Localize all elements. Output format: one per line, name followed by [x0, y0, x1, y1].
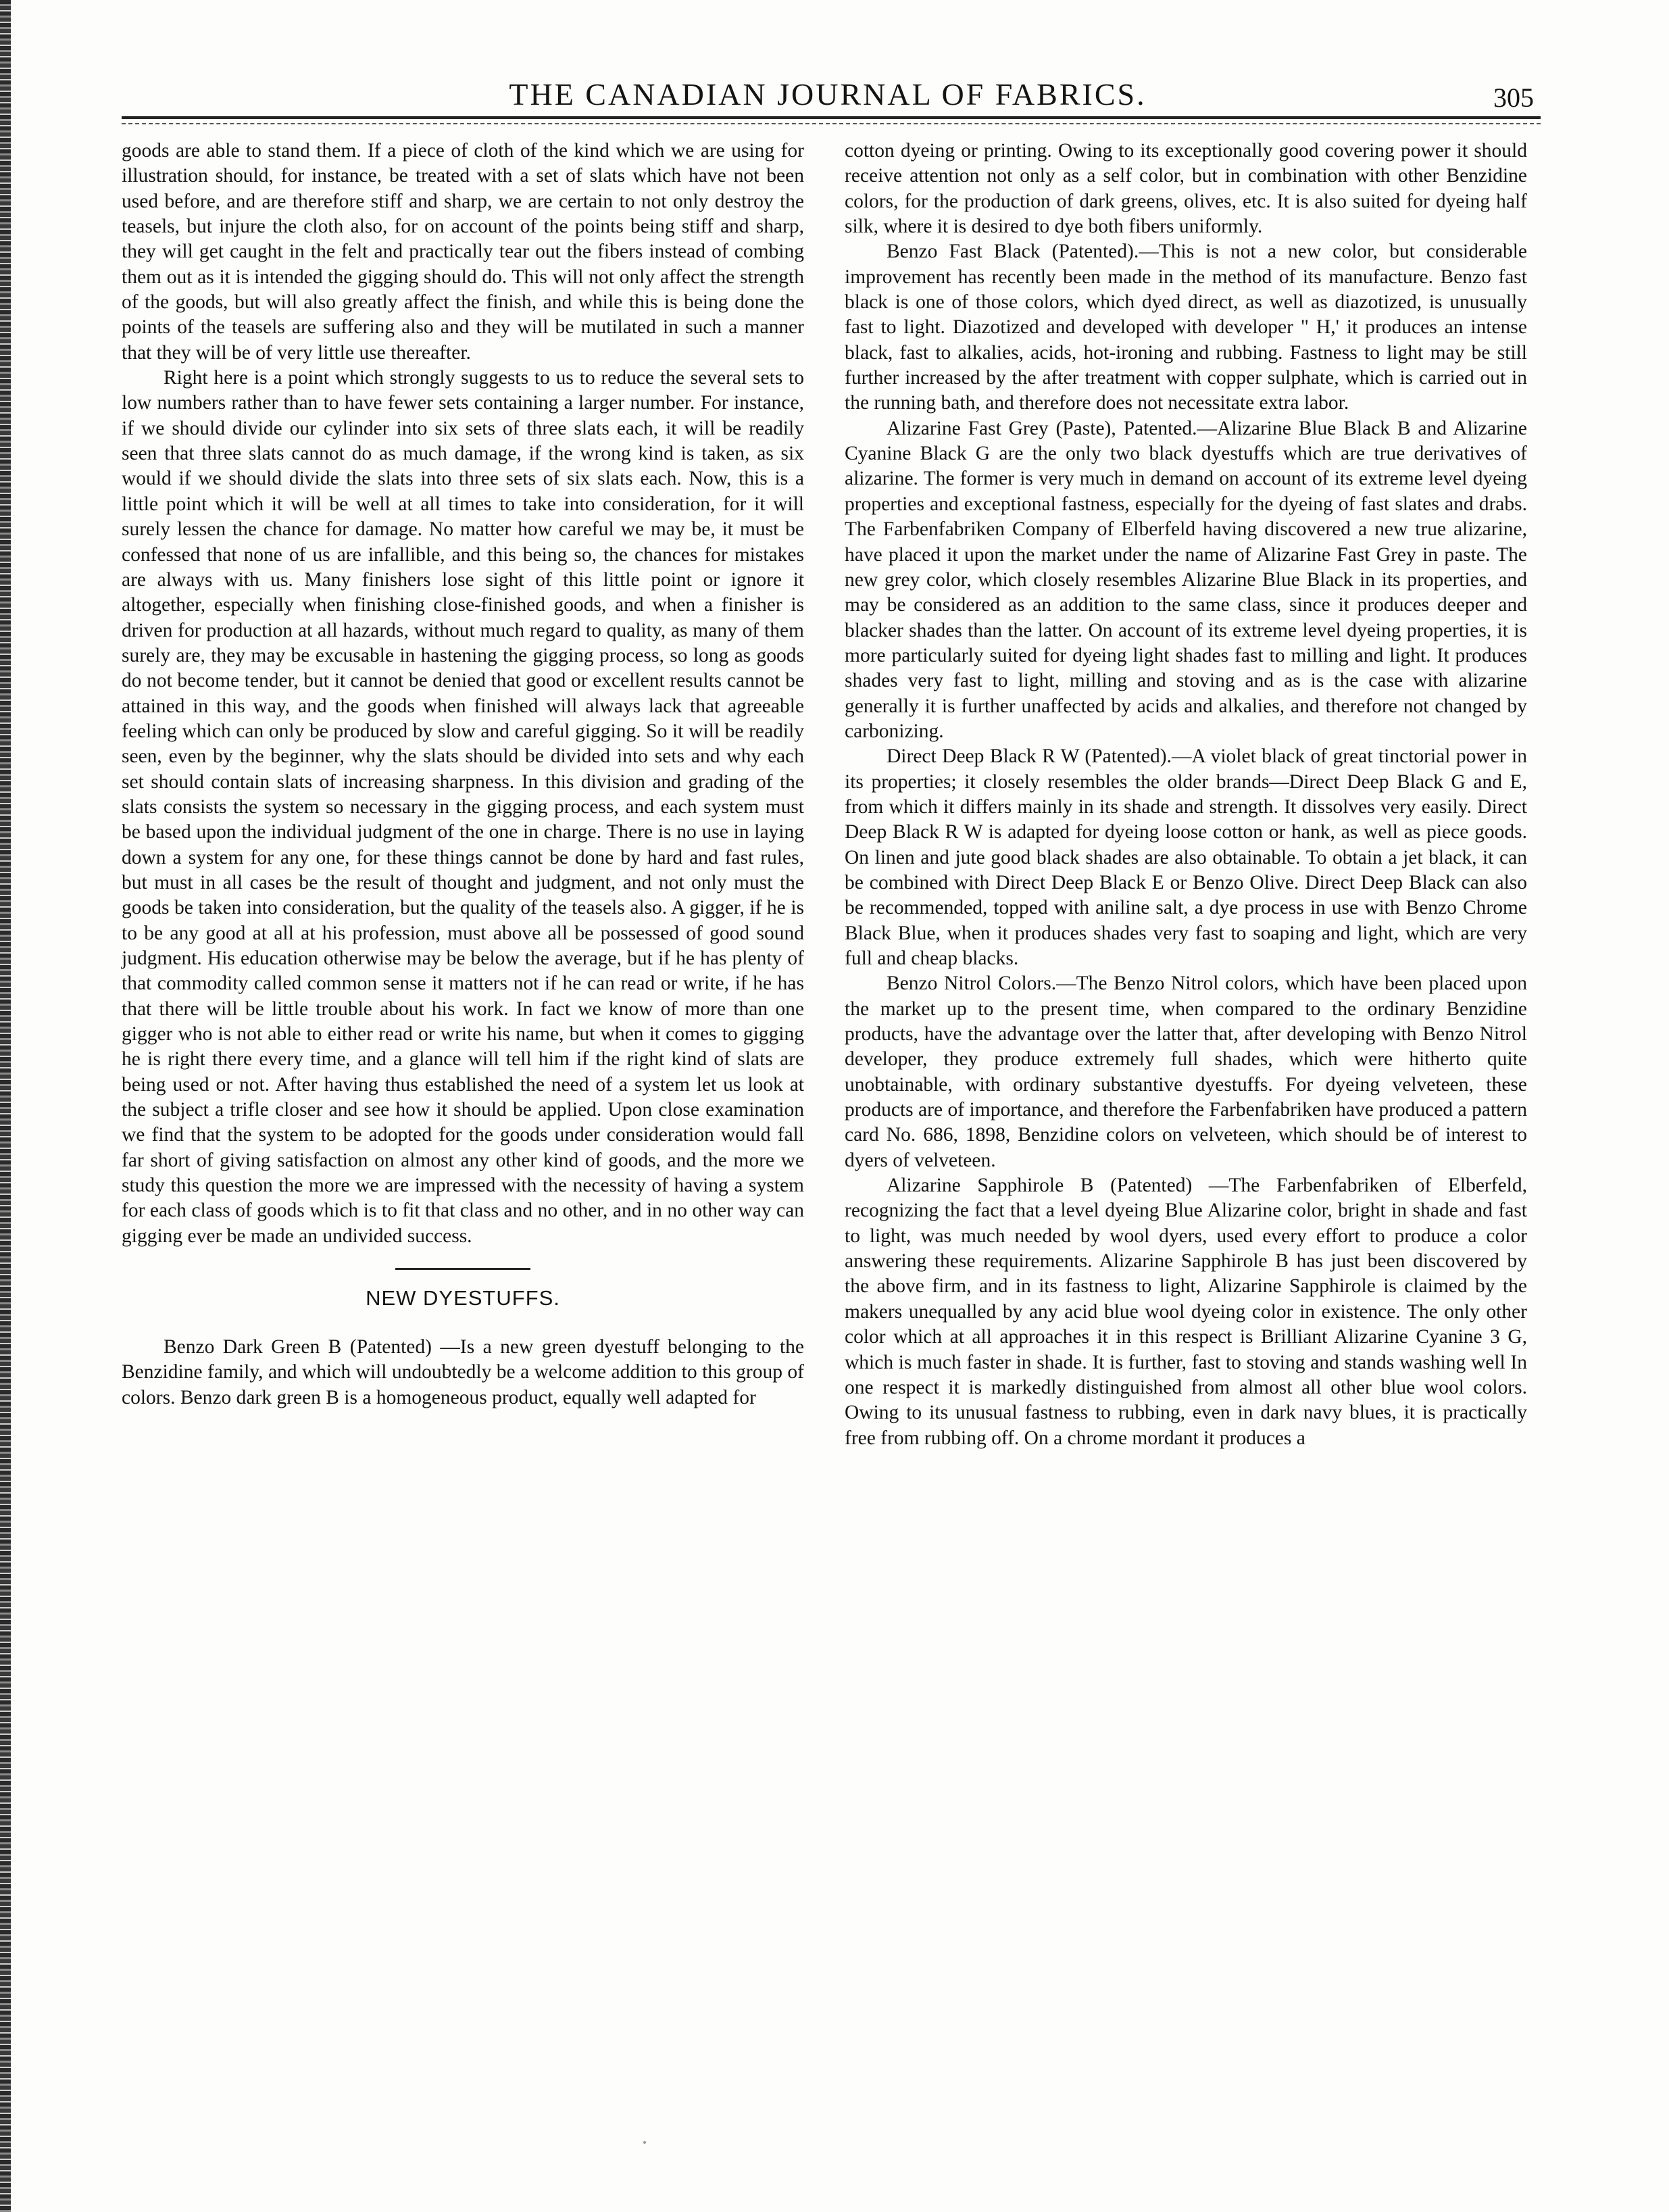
paragraph-direct-deep-black: Direct Deep Black R W (Patented).—A violet black of great tinctorial power in its properties; it closely resembles the older brands—Direct Deep Black G and E, from which it differs mainly in its shade and strength. It dissolves very easily. Direct Deep Black R W is adapted for dyeing loose cotton or hank, as well as piece goods. On linen and jute good black shades are also obtainable. To obtain a jet black, it can be combined with Direct Deep Black E or Benzo Olive. Direct Deep Black can also be recommended, topped with aniline salt, a dye process in use with Benzo Chrome Black Blue, when it produces shades very fast to soaping and light, which are very full and cheap blacks.: [845, 745, 1527, 969]
page-number: 305: [1493, 82, 1534, 113]
section-rule: [395, 1268, 530, 1270]
scanned-binding-edge: [0, 0, 11, 2212]
right-column: [845, 139, 1527, 1451]
paragraph-alizarine-fast-grey: Alizarine Fast Grey (Paste), Patented.—Alizarine Blue Black B and Alizarine Cyanine Black G are the only two black dyestuffs which are true derivatives of alizarine. The former is very much in demand on account of its extreme level dyeing properties and exceptional fastness, especially for the dyeing of fast slates and drabs. The Farbenfabriken Company of Elberfeld having discovered a new true alizarine, have placed it upon the market under the name of Alizarine Fast Grey in paste. The new grey color, which closely resembles Alizarine Blue Black in its properties, and may be considered as an addition to the same class, since it produces deeper and blacker shades than the latter. On account of its extreme level dyeing properties, it is more particularly suited for dyeing light shades fast to milling and light. It produces shades very fast to light, milling and stoving and as is the case with alizarine generally it is further unaffected by acids and alkalies, and therefore not changed by carbonizing.: [845, 417, 1527, 742]
header-rule: [122, 116, 1541, 119]
left-column: [122, 139, 804, 1410]
journal-title: THE CANADIAN JOURNAL OF FABRICS.: [509, 77, 1147, 112]
paragraph-benzo-nitrol: Benzo Nitrol Colors.—The Benzo Nitrol colors, which have been placed upon the market up to the present time, when compared to the ordinary Benzidine products, have the advantage over the latter that, after developing with Benzo Nitrol developer, they produce extremely full shades, which were hitherto quite unobtainable, with ordinary substantive dyestuffs. For dyeing velveteen, these products are of importance, and therefore the Farbenfabriken have produced a pattern card No. 686, 1898, Benzidine colors on velveteen, which should be of interest to dyers of velveteen.: [845, 973, 1527, 1171]
paragraph-alizarine-sapphirole: Alizarine Sapphirole B (Patented) —The Farbenfabriken of Elberfeld, recognizing the fact that a level dyeing Blue Alizarine color, bright in shade and fast to light, was much needed by wool dyers, used every effort to produce a color answering these requirements. Alizarine Sapphirole B has just been discovered by the above firm, and in its fastness to light, Alizarine Sapphirole is claimed by the makers unequalled by any acid blue wool dyeing color in existence. The only other color which at all approaches it in this respect is Brilliant Alizarine Cyanine 3 G, which is much faster in shade. It is further, fast to stoving and stands washing well In one respect it is markedly distinguished from almost all other blue wool colors. Owing to its unusual fastness to rubbing, even in dark navy blues, it is practically free from rubbing off. On a chrome mordant it produces a: [845, 1175, 1527, 1449]
section-heading-new-dyestuffs: NEW DYESTUFFS.: [366, 1286, 560, 1310]
paragraph-slat-sets: Right here is a point which strongly suggests to us to reduce the several sets to low numbers rather than to have fewer sets containing a larger number. For instance, if we should divide our cylinder into six sets of three slats each, it will be readily seen that three slats cannot do as much damage, if the wrong kind is taken, as six would if we should divide the slats into three sets of six slats each. Now, this is a little point which it will be well at all times to take into consideration, for it will surely lessen the chance for damage. No matter how careful we may be, it must be confessed that none of us are infallible, and this being so, the chances for mistakes are always with us. Many finishers lose sight of this little point or ignore it altogether, especially when finishing close-finished goods, and when a finisher is driven for production at all hazards, without much regard to quality, as many of them surely are, they may be excusable in hastening the gigging process, so long as goods do not become tender, but it cannot be denied that good or excellent results cannot be attained in this way, and the goods when finished will always lack that agreeable feeling which can only be produced by slow and careful gigging. So it will be readily seen, even by the beginner, why the slats should be divided into sets and why each set should contain slats of increasing sharpness. In this division and grading of the slats consists the system so necessary in the gigging process, and each system must be based upon the individual judgment of the one in charge. There is no use in laying down a system for any one, for these things cannot be done by hard and fast rules, but must in all cases be the result of thought and judgment, and not only must the goods be taken into consideration, but the quality of the teasels also. A gigger, if he is to be any good at all at his profession, must above all be possessed of good sound judgment. His education otherwise may be below the average, but if he has plenty of that commodity called common sense it matters not if he can read or write, if he has that there will be little trouble about his work. In fact we know of more than one gigger who is not able to either read or write his name, but when it comes to gigging he is right there every time, and a glance will tell him if the right kind of slats are being used or not. After having thus established the need of a system let us look at the subject a trifle closer and see how it should be applied. Upon close examination we find that the system to be adopted for the goods under consideration would fall far short of giving satisfaction on almost any other kind of goods, and the more we study this question the more we are impressed with the necessity of having a system for each class of goods which is to fit that class and no other, and in no other way can gigging ever be made an undivided success.: [122, 367, 804, 1247]
scan-speck: [643, 2141, 646, 2144]
paragraph-benzo-dark-green-continued: cotton dyeing or printing. Owing to its exceptionally good covering power it should receive attention not only as a self color, but in combination with other Benzidine colors, for the production of dark greens, olives, etc. It is also suited for dyeing half silk, where it is desired to dye both fibers uniformly.: [845, 140, 1527, 238]
paragraph-gigging-continued: goods are able to stand them. If a piece of cloth of the kind which we are using for illustration should, for instance, be treated with a set of slats which have not been used before, and are therefore stiff and sharp, we are certain to not only destroy the teasels, but injure the cloth also, for on account of the points being stiff and sharp, they will get caught in the felt and practically tear out the fibers instead of combing them out as it is intended the gigging should do. This will not only affect the strength of the goods, but will also greatly affect the finish, and while this is being done the points of the teasels are suffering also and they will be mutilated in such a manner that they will be of very little use thereafter.: [122, 140, 804, 364]
paragraph-benzo-dark-green: Benzo Dark Green B (Patented) —Is a new green dyestuff belonging to the Benzidine family, and which will undoubtedly be a welcome addition to this group of colors. Benzo dark green B is a homogeneous product, equally well adapted for: [122, 1336, 804, 1408]
header-rule-dashed: [122, 123, 1541, 124]
paragraph-benzo-fast-black: Benzo Fast Black (Patented).—This is not a new color, but considerable improvement has recently been made in the method of its manufacture. Benzo fast black is one of those colors, which dyed direct, as well as diazotized, is unusually fast to light. Diazotized and developed with developer " H,' it produces an intense black, fast to alkalies, acids, hot-ironing and rubbing. Fastness to light may be still further increased by the after treatment with copper sulphate, which is carried out in the running bath, and therefore does not necessitate extra labor.: [845, 241, 1527, 414]
